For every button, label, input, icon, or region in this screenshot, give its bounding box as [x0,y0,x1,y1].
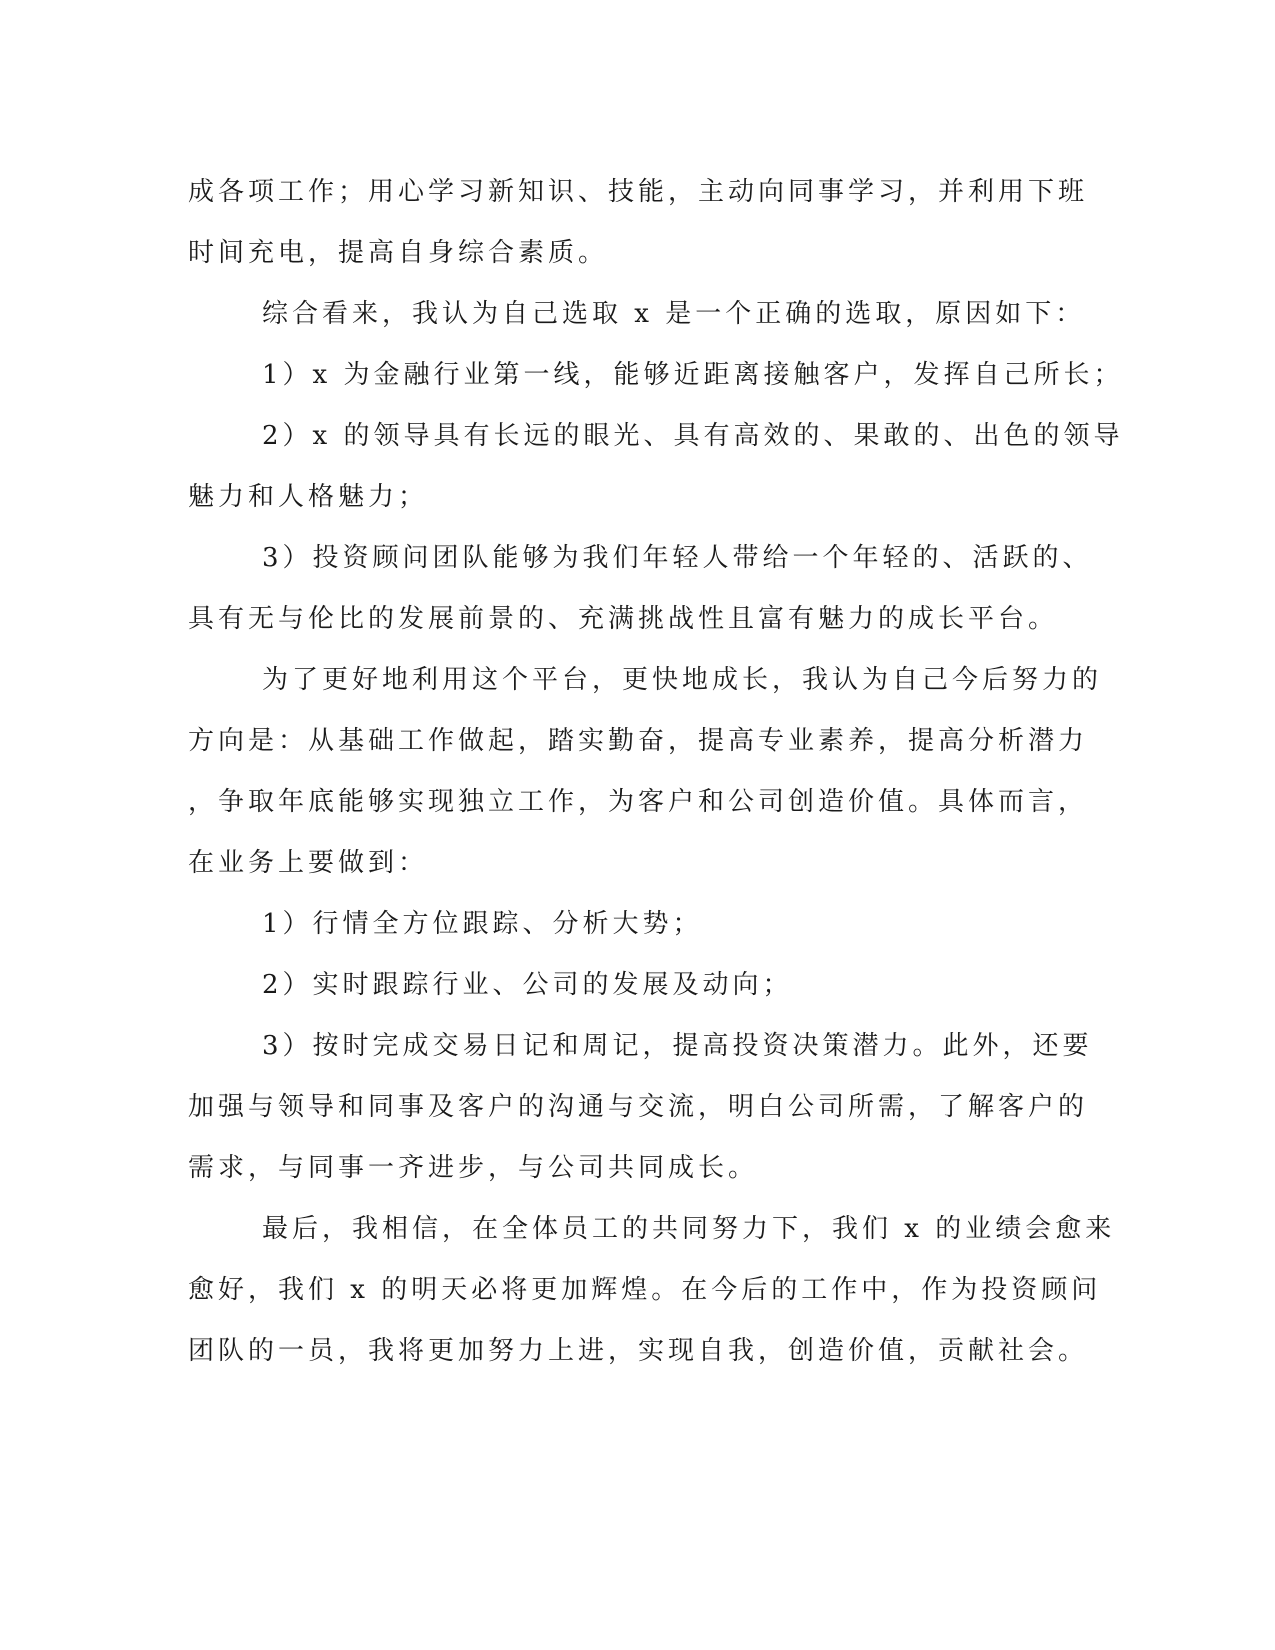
text-line: 团队的一员，我将更加努力上进，实现自我，创造价值，贡献社会。 [188,1336,1089,1366]
text-line: 2）x 的领导具有长远的眼光、具有高效的、果敢的、出色的领导 [262,421,1124,451]
text-line: 3）按时完成交易日记和周记，提高投资决策潜力。此外，还要 [262,1031,1093,1061]
text-line: 愈好，我们 x 的明天必将更加辉煌。在今后的工作中，作为投资顾问 [188,1275,1102,1305]
text-line: 最后，我相信，在全体员工的共同努力下，我们 x 的业绩会愈来 [262,1214,1116,1244]
text-line: 3）投资顾问团队能够为我们年轻人带给一个年轻的、活跃的、 [262,543,1093,573]
text-line: 为了更好地利用这个平台，更快地成长，我认为自己今后努力的 [262,665,1103,695]
text-line: 综合看来，我认为自己选取 x 是一个正确的选取，原因如下： [262,299,1086,329]
text-line: 成各项工作；用心学习新知识、技能，主动向同事学习，并利用下班 [188,177,1089,207]
text-line: 需求，与同事一齐进步，与公司共同成长。 [188,1153,759,1183]
text-line: 1）行情全方位跟踪、分析大势； [262,909,703,939]
text-line: 方向是：从基础工作做起，踏实勤奋，提高专业素养，提高分析潜力 [188,726,1089,756]
text-line: ，争取年底能够实现独立工作，为客户和公司创造价值。具体而言， [188,787,1089,817]
text-line: 时间充电，提高自身综合素质。 [188,238,609,268]
text-line: 魅力和人格魅力； [188,482,429,512]
text-line: 在业务上要做到： [188,848,429,878]
text-line: 加强与领导和同事及客户的沟通与交流，明白公司所需，了解客户的 [188,1092,1089,1122]
text-line: 1）x 为金融行业第一线，能够近距离接触客户，发挥自己所长； [262,360,1124,390]
body-text [188,162,1124,1382]
text-line: 具有无与伦比的发展前景的、充满挑战性且富有魅力的成长平台。 [188,604,1059,634]
text-line: 2）实时跟踪行业、公司的发展及动向； [262,970,793,1000]
